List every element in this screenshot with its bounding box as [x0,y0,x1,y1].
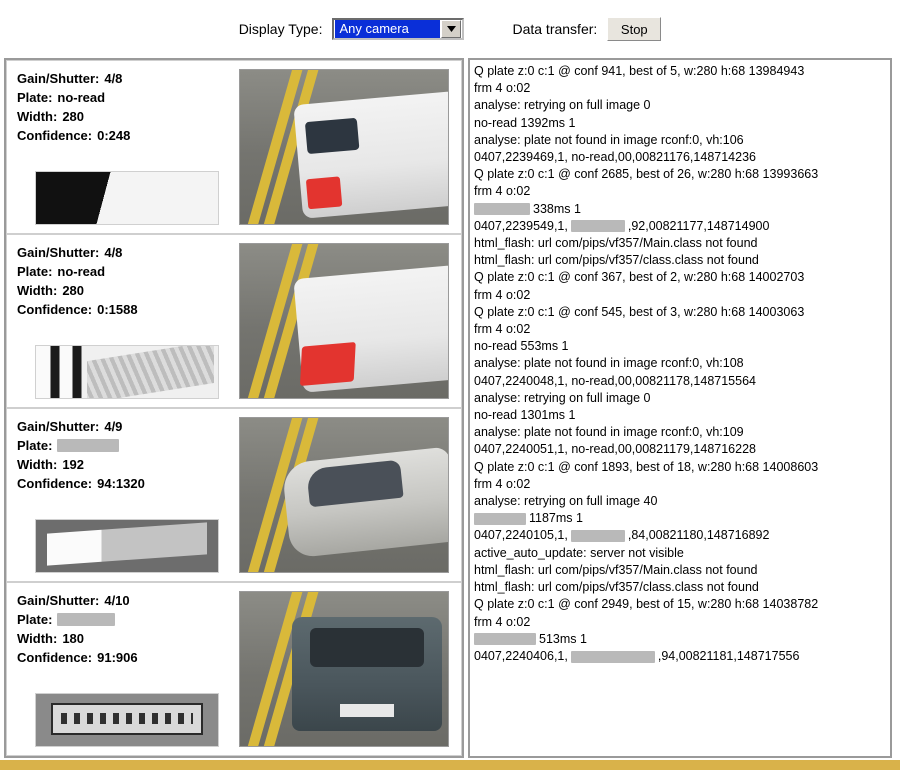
width-value: 280 [62,109,85,124]
log-text: no-read 553ms 1 [474,339,569,354]
plate-label: Plate: [17,264,53,279]
suv-plate [340,704,394,717]
gain-shutter-row [17,591,239,610]
width-value: 180 [62,631,85,646]
width-label: Width: [17,109,58,124]
display-type-label: Display Type: [238,21,323,37]
plate-row [17,436,239,455]
log-line [474,407,886,424]
van-logo-red [300,342,356,386]
log-line [474,287,886,304]
log-text: analyse: plate not found in image rconf:0, vh:106 [474,132,744,147]
list-item[interactable] [7,583,461,755]
log-text: 338ms 1 [533,201,581,216]
log-redacted [571,651,655,663]
log-line [474,493,886,510]
log-line [474,648,886,665]
display-type-dropdown[interactable] [332,18,464,40]
log-redacted [571,220,625,232]
gain-shutter-value: 4/9 [104,419,123,434]
gain-shutter-row [17,69,239,88]
log-line [474,321,886,338]
status-bar [0,760,900,770]
log-line [474,390,886,407]
width-row [17,281,239,300]
width-label: Width: [17,631,58,646]
plate-crop-image [35,519,219,573]
log-text: 1187ms 1 [529,511,583,526]
record-details [7,235,239,407]
gain-shutter-label: Gain/Shutter: [17,245,100,260]
log-line [474,338,886,355]
vehicle-photo[interactable] [239,243,449,399]
log-text: ,94,00821181,148717556 [657,648,800,663]
van-logo-red [306,176,342,208]
list-item[interactable] [7,409,461,581]
log-line [474,269,886,286]
sedan-window [306,459,404,507]
log-line [474,132,886,149]
plate-value-redacted [57,613,115,626]
log-redacted [474,633,536,645]
log-text: analyse: retrying on full image 0 [474,390,651,405]
log-line [474,459,886,476]
plate-label: Plate: [17,90,53,105]
log-text: Q plate z:0 c:1 @ conf 545, best of 3, w:280 h:68 14003063 [474,304,805,319]
gain-shutter-label: Gain/Shutter: [17,419,100,434]
log-text: html_flash: url com/pips/vf357/Main.class not found [474,236,758,251]
log-text: frm 4 o:02 [474,81,531,96]
list-item[interactable] [7,61,461,233]
log-line [474,252,886,269]
log-redacted [571,530,625,542]
suv-window [310,628,424,667]
log-text: analyse: plate not found in image rconf:0, vh:108 [474,356,744,371]
log-text: active_auto_update: server not visible [474,545,684,560]
log-redacted [474,203,530,215]
log-text: Q plate z:0 c:1 @ conf 2685, best of 26, w:280 h:68 13993663 [474,167,819,182]
vehicle-photo[interactable] [239,417,449,573]
record-details [7,61,239,233]
log-text: frm 4 o:02 [474,322,531,337]
log-text: html_flash: url com/pips/vf357/class.class not found [474,253,759,268]
log-text: analyse: retrying on full image 40 [474,494,658,509]
gain-shutter-row [17,243,239,262]
log-text: frm 4 o:02 [474,614,531,629]
width-row [17,629,239,648]
log-text: no-read 1301ms 1 [474,408,576,423]
gain-shutter-label: Gain/Shutter: [17,71,100,86]
plate-value-redacted [57,439,119,452]
log-line [474,596,886,613]
plate-value: no-read [57,90,106,105]
stop-button[interactable]: Stop [607,17,661,41]
log-line [474,355,886,372]
log-line [474,476,886,493]
log-line [474,183,886,200]
list-item[interactable] [7,235,461,407]
display-type-value: Any camera [335,20,440,38]
confidence-row [17,300,239,319]
log-text: 0407,2239549,1, [474,218,568,233]
log-line [474,631,886,648]
vehicle-photo[interactable] [239,69,449,225]
log-text: 0407,2240105,1, [474,528,568,543]
log-text: ,92,00821177,148714900 [627,218,770,233]
log-line [474,562,886,579]
gain-shutter-row [17,417,239,436]
log-output[interactable] [468,58,892,758]
confidence-row [17,126,239,145]
confidence-value: 91:906 [97,650,138,665]
log-text: Q plate z:0 c:1 @ conf 1893, best of 18, w:280 h:68 14008603 [474,459,819,474]
confidence-label: Confidence: [17,476,93,491]
log-line [474,218,886,235]
log-text: frm 4 o:02 [474,184,531,199]
log-text: html_flash: url com/pips/vf357/Main.class not found [474,562,758,577]
gain-shutter-value: 4/8 [104,245,123,260]
plate-value: no-read [57,264,106,279]
confidence-row [17,474,239,493]
width-label: Width: [17,283,58,298]
confidence-value: 94:1320 [97,476,145,491]
confidence-row [17,648,239,667]
vehicle-van [293,265,449,392]
log-line [474,97,886,114]
width-value: 280 [62,283,85,298]
plate-row [17,88,239,107]
log-text: analyse: plate not found in image rconf:0, vh:109 [474,425,744,440]
log-line [474,510,886,527]
log-text: Q plate z:0 c:1 @ conf 367, best of 2, w:280 h:68 14002703 [474,270,805,285]
top-toolbar [0,0,900,58]
log-line [474,166,886,183]
log-line [474,527,886,544]
gain-shutter-value: 4/10 [104,593,130,608]
record-details [7,409,239,581]
plate-label: Plate: [17,438,53,453]
confidence-value: 0:248 [97,128,131,143]
log-line [474,614,886,631]
log-line [474,373,886,390]
log-text: 513ms 1 [539,631,587,646]
log-line [474,201,886,218]
log-line [474,304,886,321]
data-transfer-label: Data transfer: [512,21,598,37]
record-details [7,583,239,755]
vehicle-photo[interactable] [239,591,449,747]
log-text: 0407,2240406,1, [474,648,568,663]
log-line [474,424,886,441]
gain-shutter-label: Gain/Shutter: [17,593,100,608]
log-line [474,579,886,596]
log-line [474,80,886,97]
width-value: 192 [62,457,85,472]
confidence-value: 0:1588 [97,302,138,317]
log-line [474,545,886,562]
log-text: frm 4 o:02 [474,287,531,302]
log-text: 0407,2240051,1, no-read,00,00821179,148716228 [474,442,756,457]
plate-row [17,610,239,629]
log-text: frm 4 o:02 [474,476,531,491]
log-text: Q plate z:0 c:1 @ conf 941, best of 5, w:280 h:68 13984943 [474,64,805,78]
log-text: no-read 1392ms 1 [474,115,576,130]
log-text: ,84,00821180,148716892 [627,528,770,543]
plate-crop-image [35,693,219,747]
van-window [305,118,360,154]
log-text: Q plate z:0 c:1 @ conf 2949, best of 15, w:280 h:68 14038782 [474,597,819,612]
log-text: 0407,2240048,1, no-read,00,00821178,148715564 [474,373,756,388]
confidence-label: Confidence: [17,302,93,317]
vehicle-van [293,91,449,218]
log-line [474,149,886,166]
log-text: html_flash: url com/pips/vf357/class.class not found [474,580,759,595]
log-line [474,63,886,80]
width-row [17,107,239,126]
confidence-label: Confidence: [17,650,93,665]
plate-row [17,262,239,281]
log-text: analyse: retrying on full image 0 [474,98,651,113]
plate-crop-image [35,171,219,225]
log-line [474,115,886,132]
log-line [474,235,886,252]
vehicle-sedan [281,446,449,559]
plate-crop-image [35,345,219,399]
main-split [4,58,896,758]
chevron-down-icon[interactable] [441,20,461,38]
records-list[interactable] [4,58,464,758]
log-text: 0407,2239469,1, no-read,00,00821176,148714236 [474,150,756,165]
vehicle-suv [292,617,442,731]
plate-label: Plate: [17,612,53,627]
width-row [17,455,239,474]
confidence-label: Confidence: [17,128,93,143]
log-line [474,441,886,458]
width-label: Width: [17,457,58,472]
log-redacted [474,513,526,525]
gain-shutter-value: 4/8 [104,71,123,86]
